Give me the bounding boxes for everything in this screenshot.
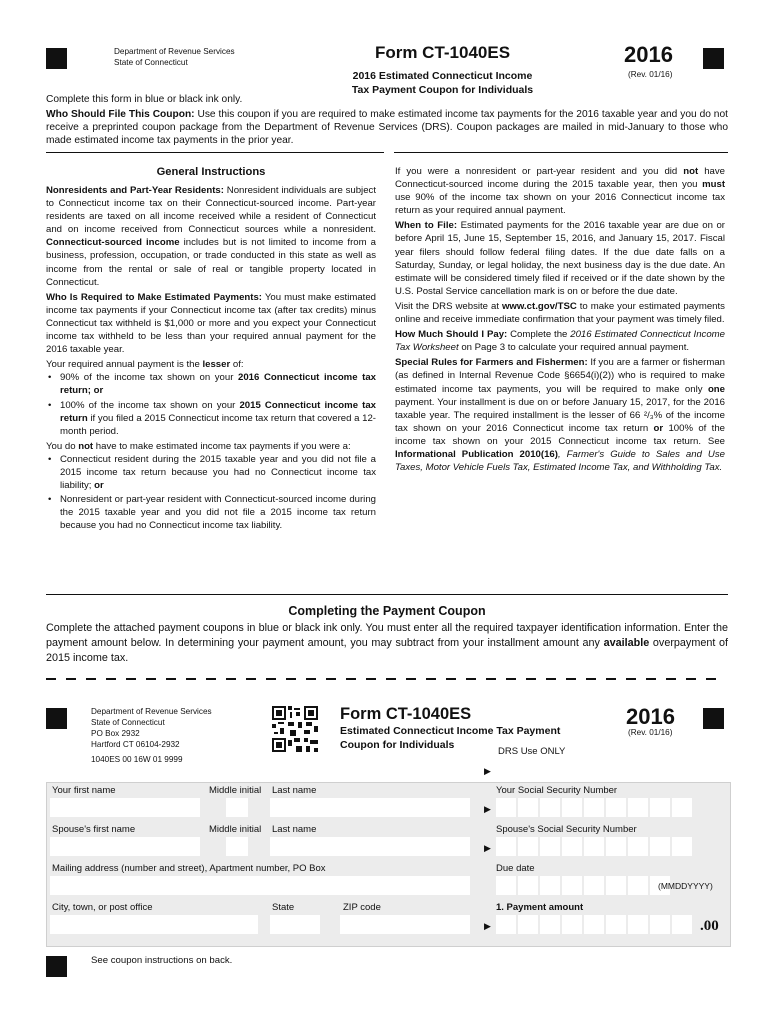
special-text-b: payment. Your installment is due on or before January 15, 2017, for the 2016 taxable year. The required installment is the lesser of 66 ²/₃% of the income tax shown on your 2016 Connecticut income tax return	[395, 396, 725, 434]
nonresident-90-paragraph	[395, 165, 725, 217]
worksheet-title: 2016 Estimated Connecticut Income Tax Worksheet	[395, 329, 726, 354]
mailing-address-input[interactable]	[50, 876, 470, 895]
special-rules-paragraph	[395, 356, 725, 474]
state-input[interactable]	[270, 915, 320, 934]
who-required-text: You must make estimated income tax payments if your Connecticut income tax (after tax credits) minus Connecticut tax withheld is $1,000 or more and you expect your Connecticut income tax withheld to be less than your required annual payment for the 2016 taxable year.	[46, 291, 377, 356]
special-text-c: 100% of the income tax shown on your 2015 Connecticut income tax return. See	[395, 422, 725, 447]
spouse-first-name-label: Spouse's first name	[52, 824, 136, 835]
state-label: State	[272, 902, 295, 913]
last-name-input[interactable]	[270, 798, 470, 817]
drs-website-link[interactable]: www.ct.gov/TSC	[501, 300, 577, 312]
see-back-note: See coupon instructions on back.	[91, 955, 233, 966]
coupon-dept-line-1: Department of Revenue Services	[91, 707, 212, 716]
ssn-label: Your Social Security Number	[496, 785, 618, 796]
list-item	[46, 493, 376, 532]
completing-text	[46, 621, 728, 666]
not-required-text-b: have to make estimated income tax payments if you were a:	[95, 440, 351, 452]
middle-initial-input[interactable]	[226, 798, 248, 817]
form-subtitle	[300, 69, 585, 97]
bullet-3-or: or	[94, 480, 104, 492]
completing-text-b: overpayment of 2015 income tax.	[46, 637, 729, 664]
bullet-1-or: ; or	[87, 385, 104, 397]
how-much-paragraph	[395, 328, 725, 354]
form-title: Form CT-1040ES	[374, 43, 511, 62]
drs-use-label: DRS Use ONLY	[498, 746, 566, 757]
ssn-input[interactable]	[496, 798, 694, 817]
payment-arrow-icon: ▶	[484, 921, 491, 931]
visit-text-a: Visit the DRS website at	[395, 300, 499, 312]
city-input[interactable]	[50, 915, 258, 934]
p1-text-c: use 90% of the income tax shown on your 2016 Connecticut income tax return as your required annual payment.	[395, 192, 725, 217]
when-to-file-text: Estimated payments for the 2016 taxable year are due on or before April 15, June 15, September 15, 2016, and January 15, 2017. Fiscal year filers should follow federal filing dates. If the due date falls on a Saturday, Sunday, or legal holiday, the next business day is the due date. An estimate will be considered timely filed if received or if the date shown by the U.S. Postal Service cancellation mark is on or before the due date.	[395, 220, 725, 297]
who-required-label: Who Is Required to Make Estimated Payments:	[46, 291, 262, 303]
mailing-address-label: Mailing address (number and street), Apartment number, PO Box	[52, 863, 326, 874]
p1-not: not	[683, 166, 699, 177]
spouse-last-name-label: Last name	[272, 824, 317, 835]
list-item	[46, 399, 376, 438]
middle-initial-label: Middle initial	[209, 785, 262, 796]
due-date-input[interactable]	[496, 876, 672, 895]
bullet-1-text: 90% of the income tax shown on your	[60, 372, 234, 384]
department-block	[114, 46, 235, 68]
form-revision: (Rev. 01/16)	[628, 70, 673, 79]
required-payment-list	[46, 371, 376, 437]
spouse-ssn-label: Spouse's Social Security Number	[496, 824, 637, 835]
not-required-list	[46, 453, 376, 533]
cut-line	[46, 678, 726, 680]
not-required-text-a: You do	[46, 440, 76, 452]
nonresidents-label: Nonresidents and Part-Year Residents:	[46, 185, 224, 196]
right-instructions-column	[395, 165, 725, 476]
special-text-a: If you are a farmer or fisherman (as defined in Internal Revenue Code §6654(i)(2)) who is required to make estimated income tax payments, you will be required to make only	[395, 357, 725, 395]
nonresidents-text-b: includes but is not limited to income from a business, profession, occupation, or trade conducted in this state as well as income from the rental or sale of real or tangible property located in Connecticut.	[46, 237, 376, 288]
spouse-ssn-arrow-icon: ▶	[484, 843, 491, 853]
department-name: Department of Revenue Services	[114, 47, 235, 56]
zip-input[interactable]	[340, 915, 470, 934]
drs-use-field	[496, 760, 738, 779]
when-to-file-label: When to File:	[395, 220, 458, 232]
nonresidents-paragraph	[46, 184, 376, 289]
payment-cents: .00	[700, 918, 719, 934]
coupon-dept-line-2: State of Connecticut	[91, 718, 165, 727]
p1-must: must	[702, 179, 726, 191]
date-format-hint: (MMDDYYYY)	[658, 881, 713, 891]
coupon-subtitle-line-2: Coupon for Individuals	[340, 739, 455, 751]
coupon-department-block	[91, 706, 212, 765]
payment-amount-input[interactable]	[496, 915, 694, 934]
registration-mark-top-left	[46, 48, 67, 69]
completing-heading: Completing the Payment Coupon	[288, 604, 486, 618]
ssn-arrow-icon: ▶	[484, 804, 491, 814]
nonresidents-text-a: Nonresident individuals are subject to Connecticut income tax on their Connecticut-sourced income. Part-year residents are taxed on all income received while a resident of Connecticut and on income received from Connecticut sources while a nonresident.	[46, 185, 376, 236]
spouse-first-name-input[interactable]	[50, 837, 200, 856]
not-required-paragraph	[46, 440, 376, 453]
state-name: State of Connecticut	[114, 58, 188, 67]
special-rules-label: Special Rules for Farmers and Fishermen:	[395, 357, 588, 369]
last-name-label: Last name	[272, 785, 317, 796]
coupon-subtitle-line-1: Estimated Connecticut Income Tax Payment	[340, 725, 561, 737]
general-instructions-heading: General Instructions	[156, 166, 266, 178]
city-label: City, town, or post office	[52, 902, 153, 913]
p1-text-a: If you were a nonresident or part-year resident and you did	[395, 166, 678, 177]
coupon-revision: (Rev. 01/16)	[628, 728, 673, 737]
nonresidents-bold: Connecticut-sourced income	[46, 237, 180, 249]
how-much-text-a: Complete the	[510, 329, 568, 341]
bullet-2-text: 100% of the income tax shown on your	[60, 399, 236, 411]
top-rule-right	[394, 152, 728, 153]
subtitle-line-1: 2016 Estimated Connecticut Income	[352, 70, 533, 82]
completing-text-a: Complete the attached payment coupons in blue or black ink only. You must enter all the required taxpayer identification information. Enter the payment amount below. In determining your payment amount, you may subtract from your installment amount any	[46, 622, 728, 649]
coupon-year: 2016	[626, 704, 675, 729]
general-instructions-column	[46, 165, 376, 534]
list-item	[46, 453, 376, 492]
registration-mark-coupon-left	[46, 708, 67, 729]
spouse-middle-initial-input[interactable]	[226, 837, 248, 856]
subtitle-line-2: Tax Payment Coupon for Individuals	[351, 84, 534, 96]
top-rule-left	[46, 152, 384, 153]
bullet-1-bold: 2016 Connecticut income tax return	[60, 372, 376, 397]
p1-text-b: have Connecticut-sourced income during the 2015 taxable year, then you	[395, 166, 725, 191]
who-should-file-label: Who Should File This Coupon:	[46, 109, 195, 120]
who-should-file-text: Use this coupon if you are required to make estimated income tax payments for the 2016 taxable year and you do not receive a preprinted coupon package from the Department of Revenue Services (DRS). Coupon packages are mailed in mid-January to those who made estimated income tax payments in the prior year.	[46, 109, 728, 147]
zip-label: ZIP code	[343, 902, 381, 913]
spouse-middle-initial-label: Middle initial	[209, 824, 262, 835]
form-year: 2016	[624, 42, 673, 67]
how-much-label: How Much Should I Pay:	[395, 329, 508, 341]
bullet-3-text: Connecticut resident during the 2015 taxable year and you did not file a 2015 income tax return because you had no Connecticut income tax liability;	[60, 453, 376, 492]
payment-amount-label: 1. Payment amount	[496, 902, 584, 913]
coupon-form-title: Form CT-1040ES	[340, 705, 472, 723]
how-much-text-b: on Page 3 to calculate your required annual payment.	[461, 342, 690, 354]
section-rule	[46, 594, 728, 595]
qr-code-icon	[272, 706, 318, 752]
due-date-label: Due date	[496, 863, 535, 874]
bullet-2-bold: 2015 Connecticut income tax return	[60, 399, 376, 424]
who-should-file	[46, 108, 728, 148]
visit-drs-paragraph	[395, 300, 725, 326]
coupon-code-line: 1040ES 00 16W 01 9999	[91, 755, 183, 764]
required-payment-text-a: Your required annual payment is the	[46, 359, 200, 371]
ink-note: Complete this form in blue or black ink only.	[46, 94, 243, 105]
spouse-ssn-input[interactable]	[496, 837, 694, 856]
required-payment-text-b: of:	[232, 359, 244, 371]
coupon-dept-line-3: PO Box 2932	[91, 729, 140, 738]
not-required-bold: not	[78, 440, 94, 452]
coupon-dept-line-4: Hartford CT 06104-2932	[91, 740, 180, 749]
special-one: one	[707, 383, 725, 395]
drs-use-arrow-icon: ▶	[484, 766, 491, 776]
bullet-2-text-b: if you filed a 2015 Connecticut income tax return that covered a 12-month period.	[60, 412, 377, 437]
registration-mark-coupon-right	[703, 708, 724, 729]
who-required-paragraph	[46, 291, 376, 356]
completing-available: available	[603, 637, 650, 649]
required-payment-paragraph	[46, 358, 376, 371]
when-to-file-paragraph	[395, 219, 725, 298]
spouse-last-name-input[interactable]	[270, 837, 470, 856]
required-payment-lesser: lesser	[202, 359, 231, 371]
special-or: or	[653, 422, 664, 434]
visit-text-b: to make your estimated payments online and receive immediate confirmation that your payment was timely filed.	[395, 300, 725, 326]
first-name-input[interactable]	[50, 798, 200, 817]
registration-mark-bottom-left	[46, 956, 67, 977]
first-name-label: Your first name	[52, 785, 116, 796]
list-item	[46, 371, 376, 397]
publication-name: Informational Publication 2010(16)	[395, 448, 558, 460]
bullet-4-text: Nonresident or part-year resident with Connecticut-sourced income during the 2015 taxable year and you did not file a 2015 income tax return because you had no Connecticut income tax liability.	[60, 494, 376, 532]
publication-title: , Farmer's Guide to Sales and Use Taxes, Motor Vehicle Fuels Tax, Estimated Income Tax, and Withholding Tax.	[395, 448, 725, 474]
registration-mark-top-right	[703, 48, 724, 69]
